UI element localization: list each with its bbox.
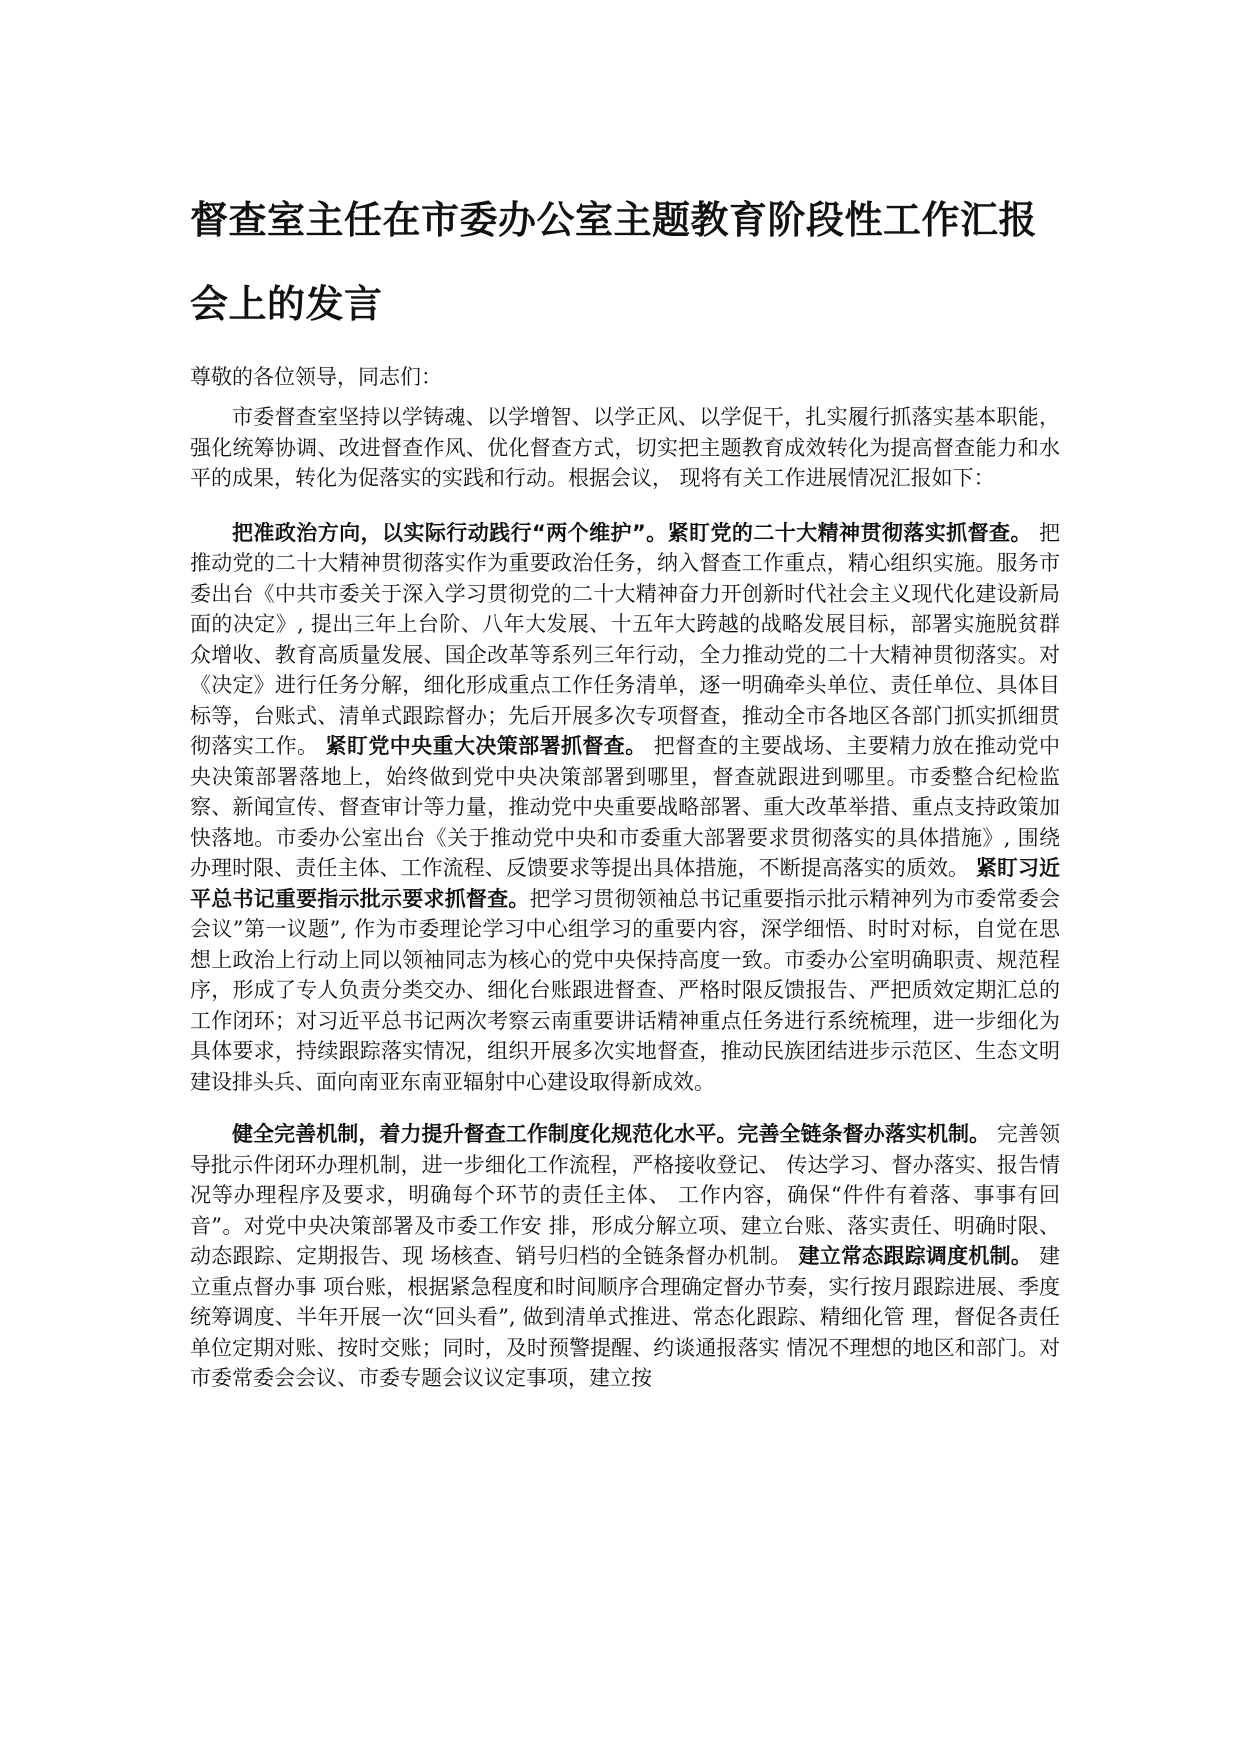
section-1-sub3-heading: 紧盯习近平总书记重要指示批示要求抓督查。 — [190, 856, 1061, 911]
section-1-heading: 把准政治方向，以实际行动践行“两个维护”。 — [232, 520, 668, 545]
section-2-sub1-text: 完善领导批示件闭环办理机制，进一步细化工作流程，严格接收登记、 传达学习、督办落实、报告情况等办理程序及要求，明确每个环节的责任主体、 工作内容，确保“件件有着落、事事有回音”。对党中央决策部署及市委工作安 排，形成分解立项、建立台账、落实责任、明确时限、动态跟踪、定期报告、现 场核查、销号归档的全链条督办机制。 — [190, 1122, 1060, 1268]
section-2-sub2-heading: 建立常态跟踪调度机制。 — [798, 1244, 1033, 1268]
section-1-paragraph — [190, 518, 1060, 1098]
document-title — [190, 0, 1060, 346]
salutation: 尊敬的各位领导，同志们： — [190, 365, 442, 389]
section-1-sub2-text: 把督查的主要战场、主要精力放在推动党中央决策部署落地上，始终做到党中央决策部署到哪里，督查就跟进到哪里。市委整合纪检监察、新闻宣传、督查审计等力量，推动党中央重要战略部署、重大改革举措、重点支持政策加快落地。市委办公室出台《关于推动党中央和市委重大部署要求贯彻落实的具体措施》, 围绕办理时限、责任主体、工作流程、反馈要求等提出具体措施，不断提高落实的质效。 — [190, 734, 1060, 880]
title-line-2: 会上的发言 — [190, 282, 383, 326]
section-2-heading: 健全完善机制，着力提升督查工作制度化规范化水平。 — [232, 1122, 738, 1146]
section-1-sub1-text: 把推动党的二十大精神贯彻落实作为重要政治任务，纳入督查工作重点，精心组织实施。服务市委出台《中共市委关于深入学习贯彻党的二十大精神奋力开创新时代社会主义现代化建设新局面的决定》, 提出三年上台阶、八年大发展、十五年大跨越的战略发展目标，部署实施脱贫群众增收、教育高质量发展、国企改革等系列三年行动，全力推动党的二十大精神贯彻落实。对《决定》进行任务分解，细化形成重点工作任务清单，逐一明确牵头单位、责任单位、具体目标等，台账式、清单式跟踪督办；先后开展多次专项督查，推动全市各地区各部门抓实抓细贯彻落实工作。 — [190, 520, 1060, 758]
section-1-sub1-heading: 紧盯党的二十大精神贯彻落实抓督查。 — [667, 520, 1032, 545]
intro-paragraph: 市委督查室坚持以学铸魂、以学增智、以学正风、以学促干，扎实履行抓落实基本职能，强化统筹协调、改进督查作风、优化督查方式，切实把主题教育成效转化为提高督查能力和水平的成果，转化为促落实的实践和行动。根据会议， 现将有关工作进展情况汇报如下： — [190, 405, 1060, 490]
document-page — [190, 0, 1060, 1394]
section-1-sub2-heading: 紧盯党中央重大决策部署抓督查。 — [325, 734, 647, 758]
section-2-sub2-text: 建立重点督办事 项台账，根据紧急程度和时间顺序合理确定督办节奏，实行按月跟踪进展、季度 统筹调度、半年开展一次“回头看”, 做到清单式推进、常态化跟踪、精细化管 理，督促各责任单位定期对账、按时交账；同时，及时预警提醒、约谈通报落实 情况不理想的地区和部门。对市委常委会会议、市委专题会议议定事项，建立按 — [190, 1244, 1060, 1390]
title-line-1: 督查室主任在市委办公室主题教育阶段性工作汇报 — [190, 198, 1038, 242]
section-1-sub3-text: 把学习贯彻领袖总书记重要指示批示精神列为市委常委会会议”第一议题”, 作为市委理论学习中心组学习的重要内容，深学细悟、时时对标，自觉在思想上政治上行动上同以领袖同志为核心的党中央保持高度一致。市委办公室明确职责、规范程序，形成了专人负责分类交办、细化台账跟进督查、严格时限反馈报告、严把质效定期汇总的工作闭环；对习近平总书记两次考察云南重要讲话精神重点任务进行系统梳理，进一步细化为具体要求，持续跟踪落实情况，组织开展多次实地督查，推动民族团结进步示范区、生态文明建设排头兵、面向南亚东南亚辐射中心建设取得新成效。 — [190, 886, 1061, 1094]
section-2-paragraph — [190, 1119, 1060, 1394]
section-2-sub1-heading: 完善全链条督办落实机制。 — [737, 1122, 991, 1146]
